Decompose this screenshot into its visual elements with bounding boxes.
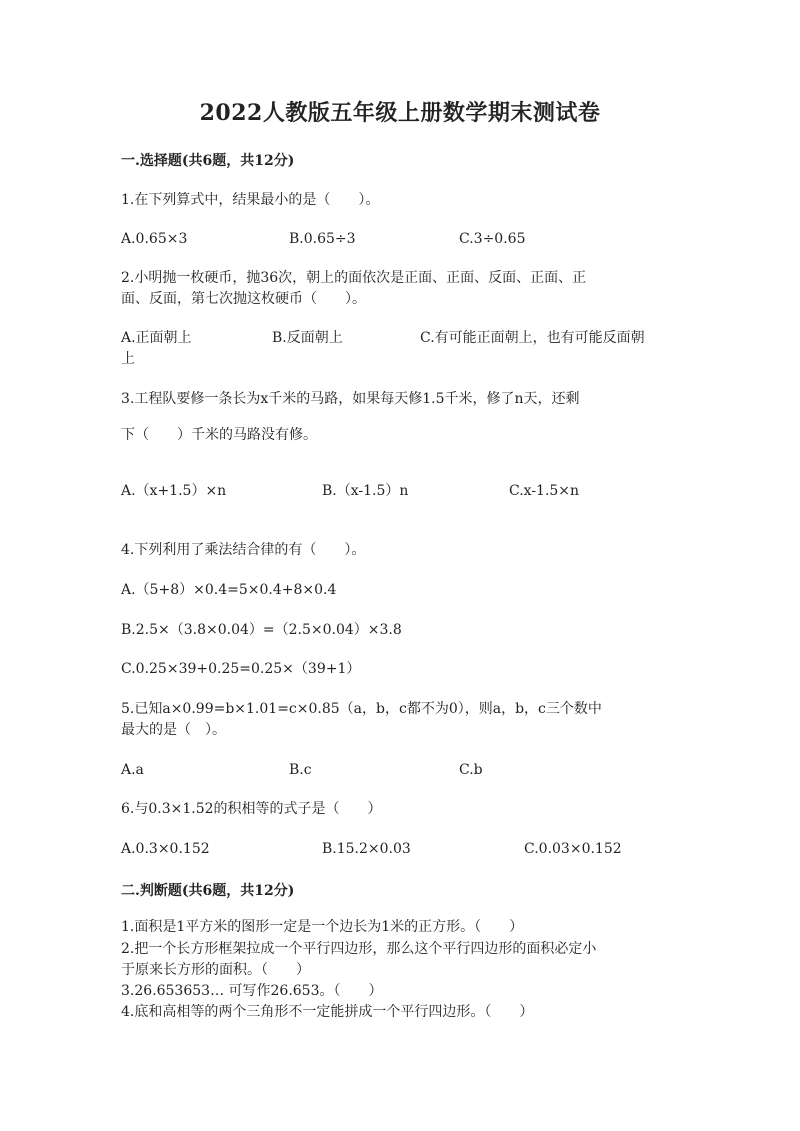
question-6-text: 6.与0.3×1.52的积相等的式子是（ ） xyxy=(121,801,382,817)
judgement-item: 1.面积是1平方米的图形一定是一个边长为1米的正方形。（ ） xyxy=(121,919,524,935)
question-6-option-a: A.0.3×0.152 xyxy=(121,841,210,857)
question-4-option-b: B.2.5×（3.8×0.04）=（2.5×0.04）×3.8 xyxy=(121,622,402,638)
section-heading-choice: 一.选择题(共6题，共12分) xyxy=(121,153,295,169)
question-2-option-c: C.有可能正面朝上，也有可能反面朝 xyxy=(420,330,645,346)
question-2-text-line2: 面、反面，第七次抛这枚硬币（ ）。 xyxy=(121,291,366,307)
question-3-option-b: B.（x-1.5）n xyxy=(322,483,409,499)
judgement-item: 2.把一个长方形框架拉成一个平行四边形，那么这个平行四边形的面积必定小 xyxy=(121,941,597,957)
question-2-option-c-wrap: 上 xyxy=(121,351,135,367)
question-4-option-c: C.0.25×39+0.25=0.25×（39+1） xyxy=(121,661,361,677)
question-2-option-b: B.反面朝上 xyxy=(272,330,343,346)
question-5-text-line1: 5.已知a×0.99=b×1.01=c×0.85（a，b，c都不为0），则a，b，c三个数中 xyxy=(121,701,602,717)
question-5-option-c: C.b xyxy=(459,762,483,778)
question-3-text-line2: 下（ ）千米的马路没有修。 xyxy=(121,427,317,443)
question-3-option-a: A.（x+1.5）×n xyxy=(121,483,227,499)
question-2-option-a: A.正面朝上 xyxy=(121,330,192,346)
question-6-option-c: C.0.03×0.152 xyxy=(524,841,622,857)
question-5-option-a: A.a xyxy=(121,762,144,778)
judgement-item-continued: 于原来长方形的面积。（ ） xyxy=(121,962,310,978)
question-4-text: 4.下列利用了乘法结合律的有（ ）。 xyxy=(121,542,366,558)
page-title: 2022人教版五年级上册数学期末测试卷 xyxy=(199,100,601,126)
question-1-option-b: B.0.65÷3 xyxy=(289,231,356,247)
section-heading-judgement: 二.判断题(共6题，共12分) xyxy=(121,883,295,899)
question-3-text-line1: 3.工程队要修一条长为x千米的马路，如果每天修1.5千米，修了n天，还剩 xyxy=(121,391,580,407)
question-5-text-line2: 最大的是（ ）。 xyxy=(121,722,226,738)
question-5-option-b: B.c xyxy=(289,762,312,778)
question-3-option-c: C.x-1.5×n xyxy=(509,483,580,499)
question-1-option-c: C.3÷0.65 xyxy=(459,231,526,247)
judgement-item: 4.底和高相等的两个三角形不一定能拼成一个平行四边形。（ ） xyxy=(121,1004,534,1020)
question-4-option-a: A.（5+8）×0.4=5×0.4+8×0.4 xyxy=(121,582,337,598)
question-1-option-a: A.0.65×3 xyxy=(121,231,188,247)
question-6-option-b: B.15.2×0.03 xyxy=(322,841,411,857)
question-2-text-line1: 2.小明抛一枚硬币，抛36次，朝上的面依次是正面、正面、反面、正面、正 xyxy=(121,270,587,286)
question-1-text: 1.在下列算式中，结果最小的是（ ）。 xyxy=(121,192,380,208)
judgement-item: 3.26.653653… 可写作26.653。（ ） xyxy=(121,983,383,999)
